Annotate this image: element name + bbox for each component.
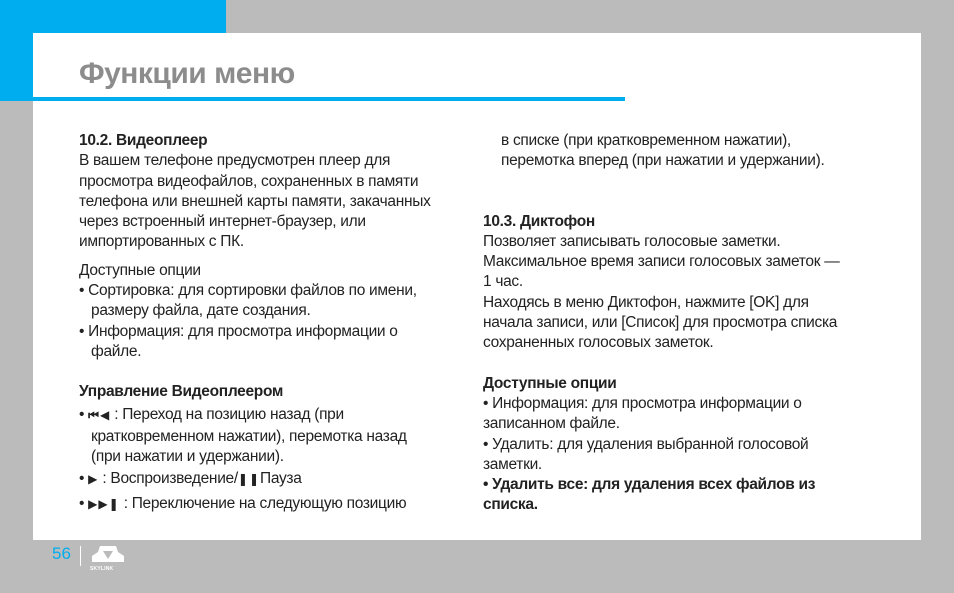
manual-page [33, 33, 921, 540]
control-rewind-cont: кратковременном нажатии), перемотка назад [91, 427, 407, 445]
play-icon: ▶ [88, 472, 99, 487]
continuation-line: в списке (при кратковременном нажатии), [501, 132, 791, 149]
control-rewind-cont: (при нажатии и удержании). [91, 448, 284, 466]
control-rewind: • ⏮◀ : Переход на позицию назад (при [79, 405, 344, 423]
option-info-cont: записанном файле. [483, 415, 620, 433]
options-heading: Доступные опции [483, 374, 617, 392]
body-line: сохраненных голосовых заметок. [483, 334, 714, 352]
body-line: Позволяет записывать голосовые заметки. [483, 232, 781, 250]
title-underline [33, 97, 625, 101]
option-info: • Информация: для просмотра информации о [79, 322, 398, 340]
intro-line: просмотра видеофайлов, сохраненных в памяти [79, 172, 419, 190]
next-icon: ▶▶❚ [88, 496, 120, 511]
right-column [483, 131, 855, 516]
section-heading-videoplayer: 10.2. Видеоплеер [79, 132, 208, 149]
option-info: • Информация: для просмотра информации о [483, 394, 802, 412]
option-info-cont: файле. [91, 342, 142, 360]
option-sort-cont: размеру файла, дате создания. [91, 302, 311, 320]
body-line: 1 час. [483, 273, 523, 291]
accent-side-strip [0, 0, 33, 101]
pause-icon: ❚❚ [237, 472, 260, 487]
intro-line: через встроенный интернет-браузер, или [79, 213, 366, 231]
footer-divider [80, 546, 81, 566]
option-delete: • Удалить: для удаления выбранной голосовой [483, 435, 809, 453]
accent-corner-block [0, 0, 226, 33]
option-sort: • Сортировка: для сортировки файлов по имени, [79, 282, 417, 300]
intro-line: импортированных с ПК. [79, 233, 244, 251]
body-line: Находясь в меню Диктофон, нажмите [OK] для [483, 293, 809, 311]
intro-line: телефона или внешней карты памяти, закачанных [79, 192, 431, 210]
option-delete-all-cont: списка. [483, 496, 538, 514]
intro-line: В вашем телефоне предусмотрен плеер для [79, 152, 391, 170]
body-line: Максимальное время записи голосовых заметок — [483, 253, 840, 271]
body-line: начала записи, или [Список] для просмотра списка [483, 314, 838, 332]
left-column [79, 131, 449, 514]
control-next: • ▶▶❚ : Переключение на следующую позицию [79, 494, 407, 512]
page-number: 56 [52, 544, 71, 563]
control-play-pause: • ▶ : Воспроизведение/❚❚Пауза [79, 470, 302, 488]
controls-heading: Управление Видеоплеером [79, 383, 284, 401]
continuation-line: перемотка вперед (при нажатии и удержании). [501, 152, 825, 170]
options-heading: Доступные опции [79, 261, 201, 279]
option-delete-cont: заметки. [483, 455, 542, 473]
rewind-icon: ⏮◀ [88, 407, 111, 422]
option-delete-all: • Удалить все: для удаления всех файлов из [483, 476, 816, 494]
section-heading-recorder: 10.3. Диктофон [483, 212, 595, 230]
logo-text: SKYLINK [90, 566, 114, 572]
page-title: Функции меню [79, 57, 295, 90]
